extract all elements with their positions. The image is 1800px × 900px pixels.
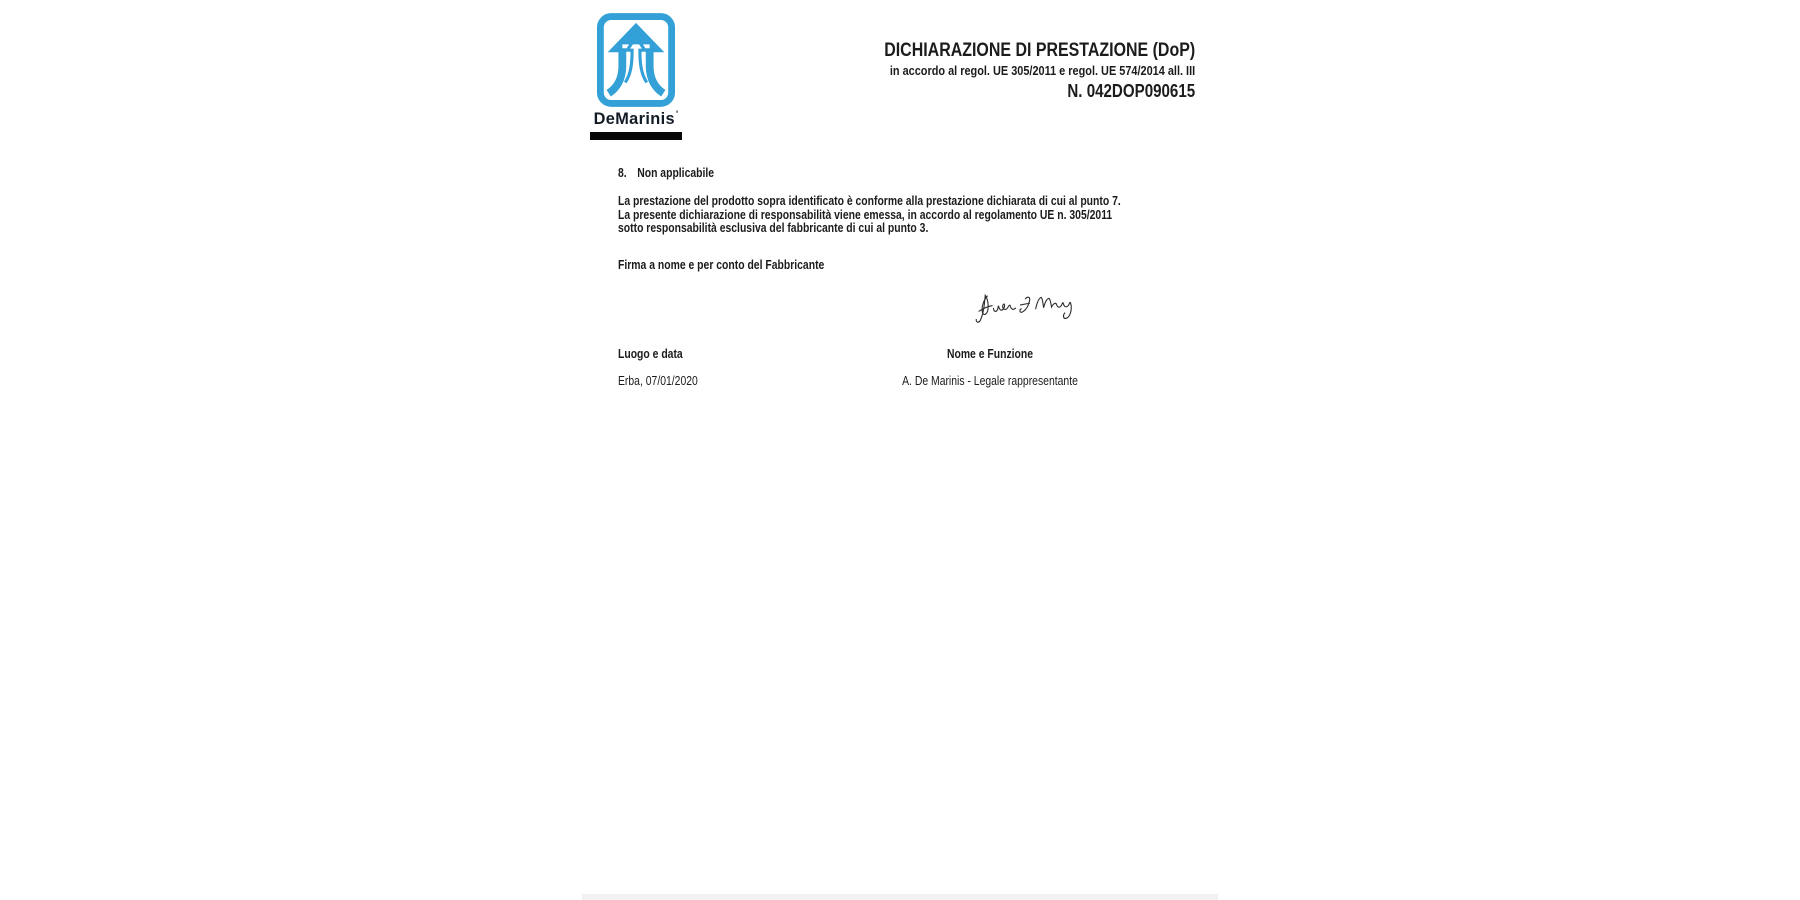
declaration-paragraph [618,194,1246,235]
place-date-value: Erba, 07/01/2020 [618,373,698,388]
declaration-line-2: La presente dichiarazione di responsabilità viene emessa, in accordo al regolamento UE n. 305/2011 [618,206,1113,222]
dop-subtitle: in accordo al regol. UE 305/2011 e regol. UE 574/2014 all. III [889,63,1195,78]
dop-number: N. 042DOP090615 [1067,81,1195,101]
declaration-line-1: La prestazione del prodotto sopra identificato è conforme alla prestazione dichiarata di cui al punto 7. [618,193,1121,208]
point-8-number: 8. [618,165,627,180]
name-function-label: Nome e Funzione [946,346,1034,361]
point-8-text: Non applicabile [637,165,715,180]
logo-brand-text: DeMarinis [593,109,676,128]
logo-trademark-mark: ' [675,109,679,120]
handwritten-signature [974,287,1078,325]
logo-black-bar [590,132,682,140]
dop-title: DICHIARAZIONE DI PRESTAZIONE (DoP) [884,40,1195,61]
dop-header [884,40,1195,101]
name-function-value: A. De Marinis - Legale rappresentante [902,373,1078,388]
place-date-label: Luogo e data [618,346,683,361]
scan-bottom-edge [582,894,1218,900]
demarinis-logo [588,12,684,140]
arrow-into-house-icon [596,12,676,108]
logo-wordmark [590,109,682,129]
signature-caption: Firma a nome e per conto del Fabbricante [618,257,825,272]
point-8-line [618,166,738,180]
declaration-line-3: sotto responsabilità esclusiva del fabbricante di cui al punto 3. [618,220,929,236]
